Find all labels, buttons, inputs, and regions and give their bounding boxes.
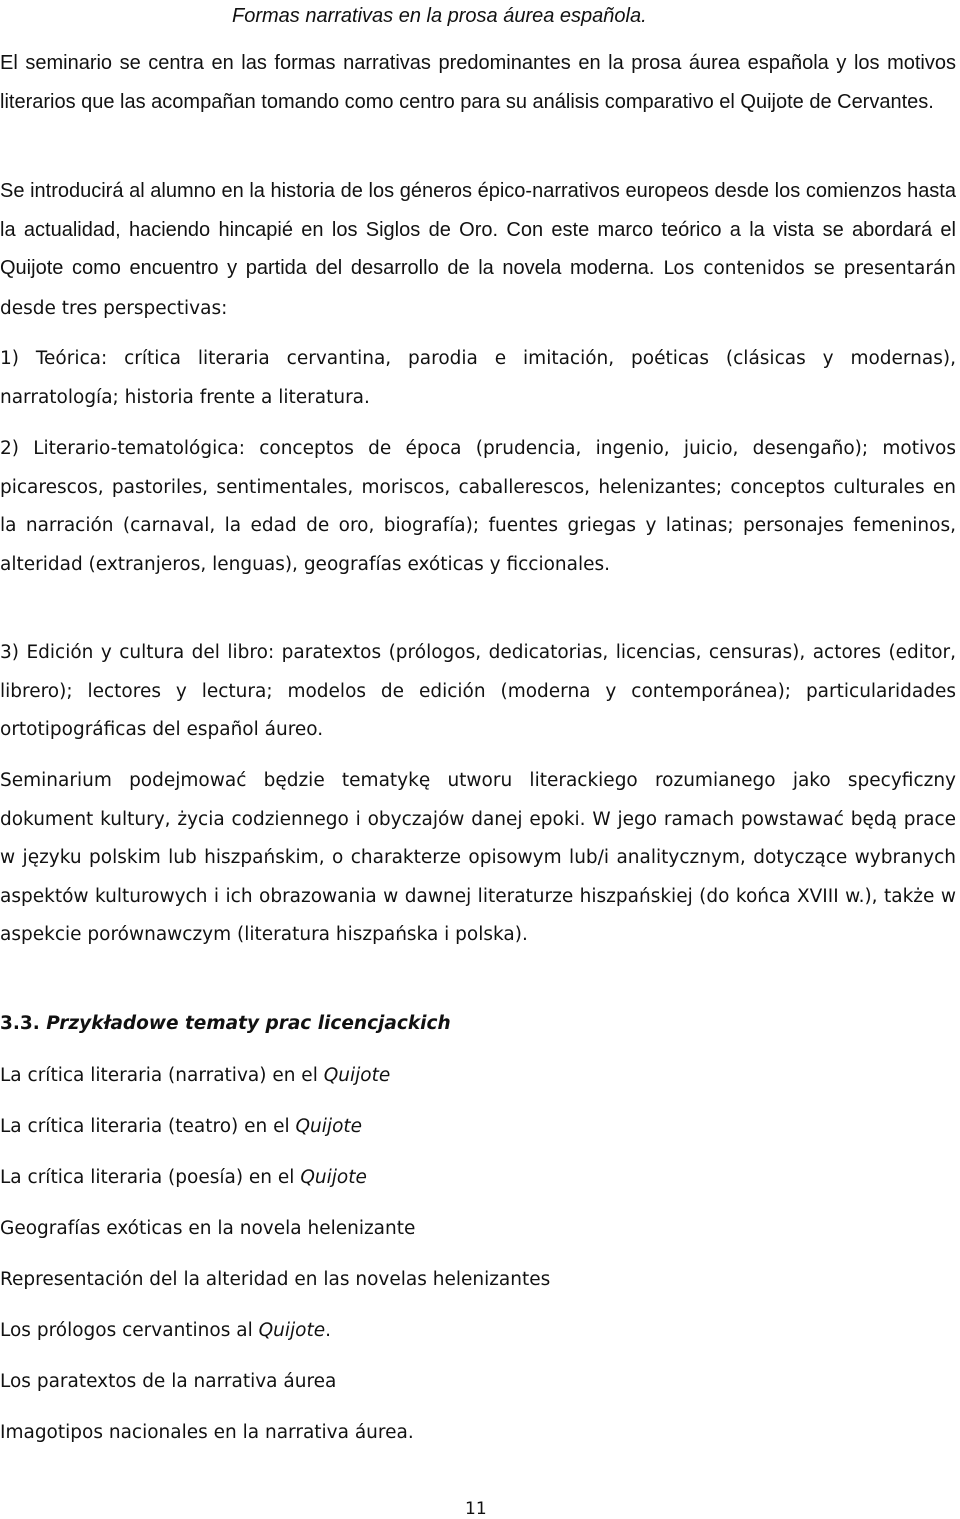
paragraph-genres-text: Se introducirá al alumno en la historia de los géneros épico-narrativos europeos desde los comienzos hasta la actualidad, haciendo hincapié en los Siglos de Oro. Con este marco teórico a la vista se abordará el Quijote como encuentro y partida del desarrollo de la novela moderna. [0, 180, 956, 279]
section-number: 3.3. [0, 1013, 40, 1034]
page-number: 11 [465, 1499, 487, 1519]
section-heading [0, 1012, 451, 1036]
paragraph-perspective-2: 2) Literario-tematológica: conceptos de época (prudencia, ingenio, juicio, desengaño); motivos picarescos, pastoriles, sentimentales, moriscos, caballerescos, helenizantes; conceptos culturales en la narración (carnaval, la edad de oro, biografía); fuentes griegas y latinas; personajes femeninos, alteridad (extranjeros, lenguas), geografías exóticas y ficcionales. [0, 438, 956, 575]
topic-item: Los paratextos de la narrativa áurea [0, 1371, 337, 1392]
paragraph-perspectives-intro: Los contenidos se presentarán desde tres perspectivas: [0, 258, 956, 319]
paragraph-polish-description: Seminarium podejmować będzie tematykę utworu literackiego rozumianego jako specyficzny dokument kultury, życia codziennego i obyczajów danej epoki. W jego ramach powstawać będą prace w języku polskim lub hiszpańskim, o charakterze opisowym lub/i analitycznym, dotyczące wybranych aspektów kulturowych i ich obrazowania w dawnej literaturze hiszpańskiej (do końca XVIII w.), także w aspekcie porównawczym (literatura hiszpańska i polska). [0, 770, 956, 945]
paragraph-perspective-1: 1) Teórica: crítica literaria cervantina, parodia e imitación, poéticas (clásicas y modernas), narratología; historia frente a literatura. [0, 348, 956, 408]
running-header: Formas narrativas en la prosa áurea española. [232, 5, 647, 27]
topic-item: La crítica literaria (teatro) en el Quijote [0, 1116, 363, 1137]
topic-item: Imagotipos nacionales en la narrativa áurea. [0, 1422, 414, 1443]
topic-item: Los prólogos cervantinos al Quijote. [0, 1320, 332, 1341]
topic-item: Representación del la alteridad en las novelas helenizantes [0, 1269, 551, 1290]
topic-item: Geografías exóticas en la novela helenizante [0, 1218, 416, 1239]
paragraph-perspective-3: 3) Edición y cultura del libro: paratextos (prólogos, dedicatorias, licencias, censuras), actores (editor, librero); lectores y lectura; modelos de edición (moderna y contemporánea); particularidades ortotipográficas del español áureo. [0, 642, 956, 740]
paragraph-genres [0, 172, 956, 328]
topic-item: La crítica literaria (narrativa) en el Quijote [0, 1065, 391, 1086]
paragraph-intro: El seminario se centra en las formas narrativas predominantes en la prosa áurea española y los motivos literarios que las acompañan tomando como centro para su análisis comparativo el Quijote de Cervantes. [0, 52, 956, 113]
section-title: Przykładowe tematy prac licencjackich [46, 1013, 451, 1034]
topic-item: La crítica literaria (poesía) en el Quijote [0, 1167, 367, 1188]
